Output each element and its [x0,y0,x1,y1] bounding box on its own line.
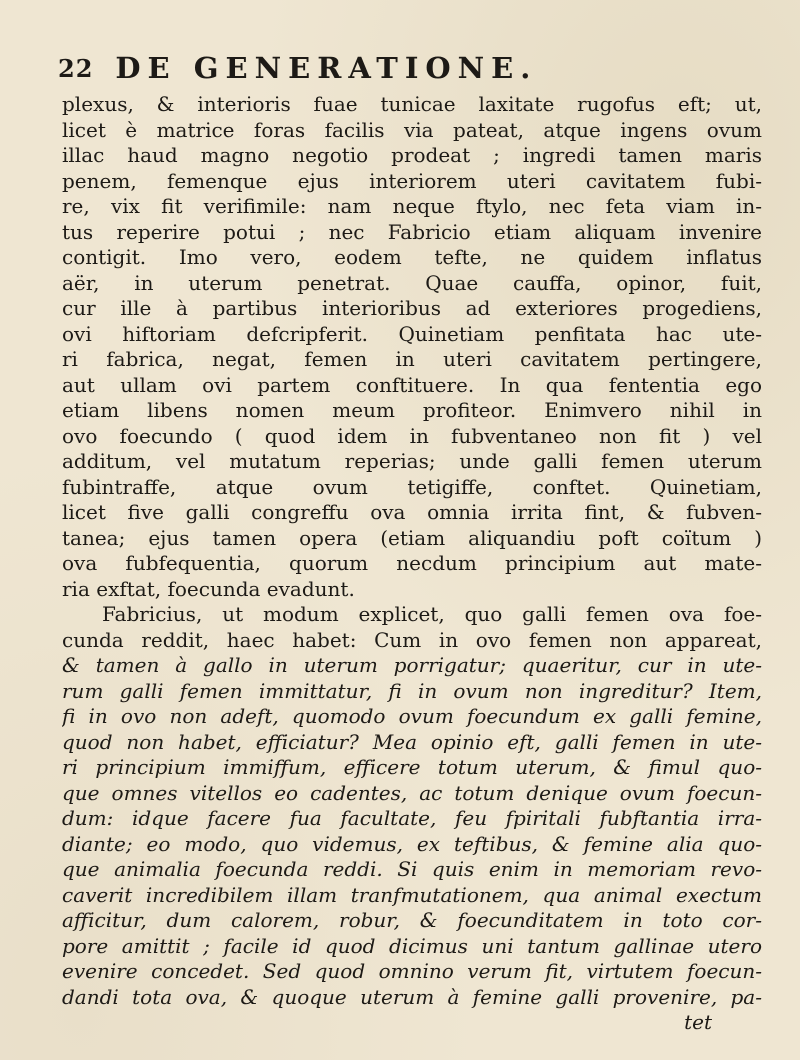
quote-line: caverit incredibilem illam tranfmutationem, qua animal exectum [62,882,762,907]
text-line: plexus, & interioris fuae tunicae laxitate rugofus eft; ut, [62,92,762,116]
text-line: additum, vel mutatum reperias; unde galli femen uterum [62,449,762,473]
text-line: tanea; ejus tamen opera (etiam aliquandiu poft coïtum ) [62,525,762,550]
text-line: tus reperire potui ; nec Fabricio etiam aliquam invenire [62,219,762,244]
quote-line: fi in ovo non adeft, quomodo ovum foecundum ex galli femine, [62,704,762,728]
text-line: licet five galli congreffu ova omnia irrita fint, & fubven- [62,500,762,524]
quote-line: & tamen à gallo in uterum porrigatur; quaeritur, cur in ute- [62,653,762,677]
text-line: ovi hiftoriam defcripferit. Quinetiam penfitata hac ute- [62,321,762,346]
text-line: licet è matrice foras facilis via pateat, atque ingens ovum [62,117,762,142]
quote-line: rum galli femen immittatur, fi in ovum non ingreditur? Item, [62,678,762,703]
text-line: re, vix fit verifimile: nam neque ftylo, nec feta viam in- [62,194,762,218]
quote-line: evenire concedet. Sed quod omnino verum fit, virtutem foecun- [62,959,762,983]
quote-line: dum: idque facere fua facultate, feu fpiritali fubftantia irra- [62,806,762,830]
page-number: 22 [58,53,94,83]
text-line: illac haud magno negotio prodeat ; ingredi tamen maris [62,143,762,167]
text-line: aut ullam ovi partem conftituere. In qua fententia ego [62,372,762,397]
quote-line: que animalia foecunda reddi. Si quis enim in memoriam revo- [62,857,762,881]
text-line: ova fubfequentia, quorum necdum principium aut mate- [62,551,762,575]
quote-line: afficitur, dum calorem, robur, & foecunditatem in toto cor- [62,908,762,932]
text-line: contigit. Imo vero, eodem tefte, ne quidem inflatus [62,245,762,269]
quote-line: dandi tota ova, & quoque uterum à femine galli provenire, pa- [62,984,762,1009]
catchword: tet [684,1010,712,1034]
quote-line: diante; eo modo, quo videmus, ex teftibus, & femine alia quo- [62,831,762,856]
text-line: aër, in uterum penetrat. Quae cauffa, opinor, fuit, [62,270,762,295]
text-line: fubintraffe, atque ovum tetigiffe, conftet. Quinetiam, [62,474,762,499]
text-line: cunda reddit, haec habet: Cum in ovo femen non appareat, [62,627,762,652]
text-line: etiam libens nomen meum profiteor. Enimvero nihil in [62,398,762,422]
paragraph-end-line: ria exftat, foecunda evadunt. [62,576,355,601]
paragraph-start-line: Fabricius, ut modum explicet, quo galli femen ova foe- [102,602,762,626]
quote-line: pore amittit ; facile id quod dicimus uni tantum gallinae utero [62,933,762,958]
text-line: ri fabrica, negat, femen in uteri cavitatem pertingere, [62,347,762,371]
text-line: ovo foecundo ( quod idem in fubventaneo non fit ) vel [62,423,762,448]
quote-line: ri principium immiffum, efficere totum uterum, & fimul quo- [62,755,762,779]
page-header [58,48,758,88]
body-text [62,92,762,1036]
text-line: cur ille à partibus interioribus ad exteriores progediens, [62,296,762,320]
quote-line: quod non habet, efficiatur? Mea opinio eft, galli femen in ute- [62,729,762,754]
quote-line: que omnes vitellos eo cadentes, ac totum denique ovum foecun- [62,780,762,805]
text-line: penem, femenque ejus interiorem uteri cavitatem fubi- [62,168,762,193]
running-title: DE GENERATIONE. [115,51,538,85]
